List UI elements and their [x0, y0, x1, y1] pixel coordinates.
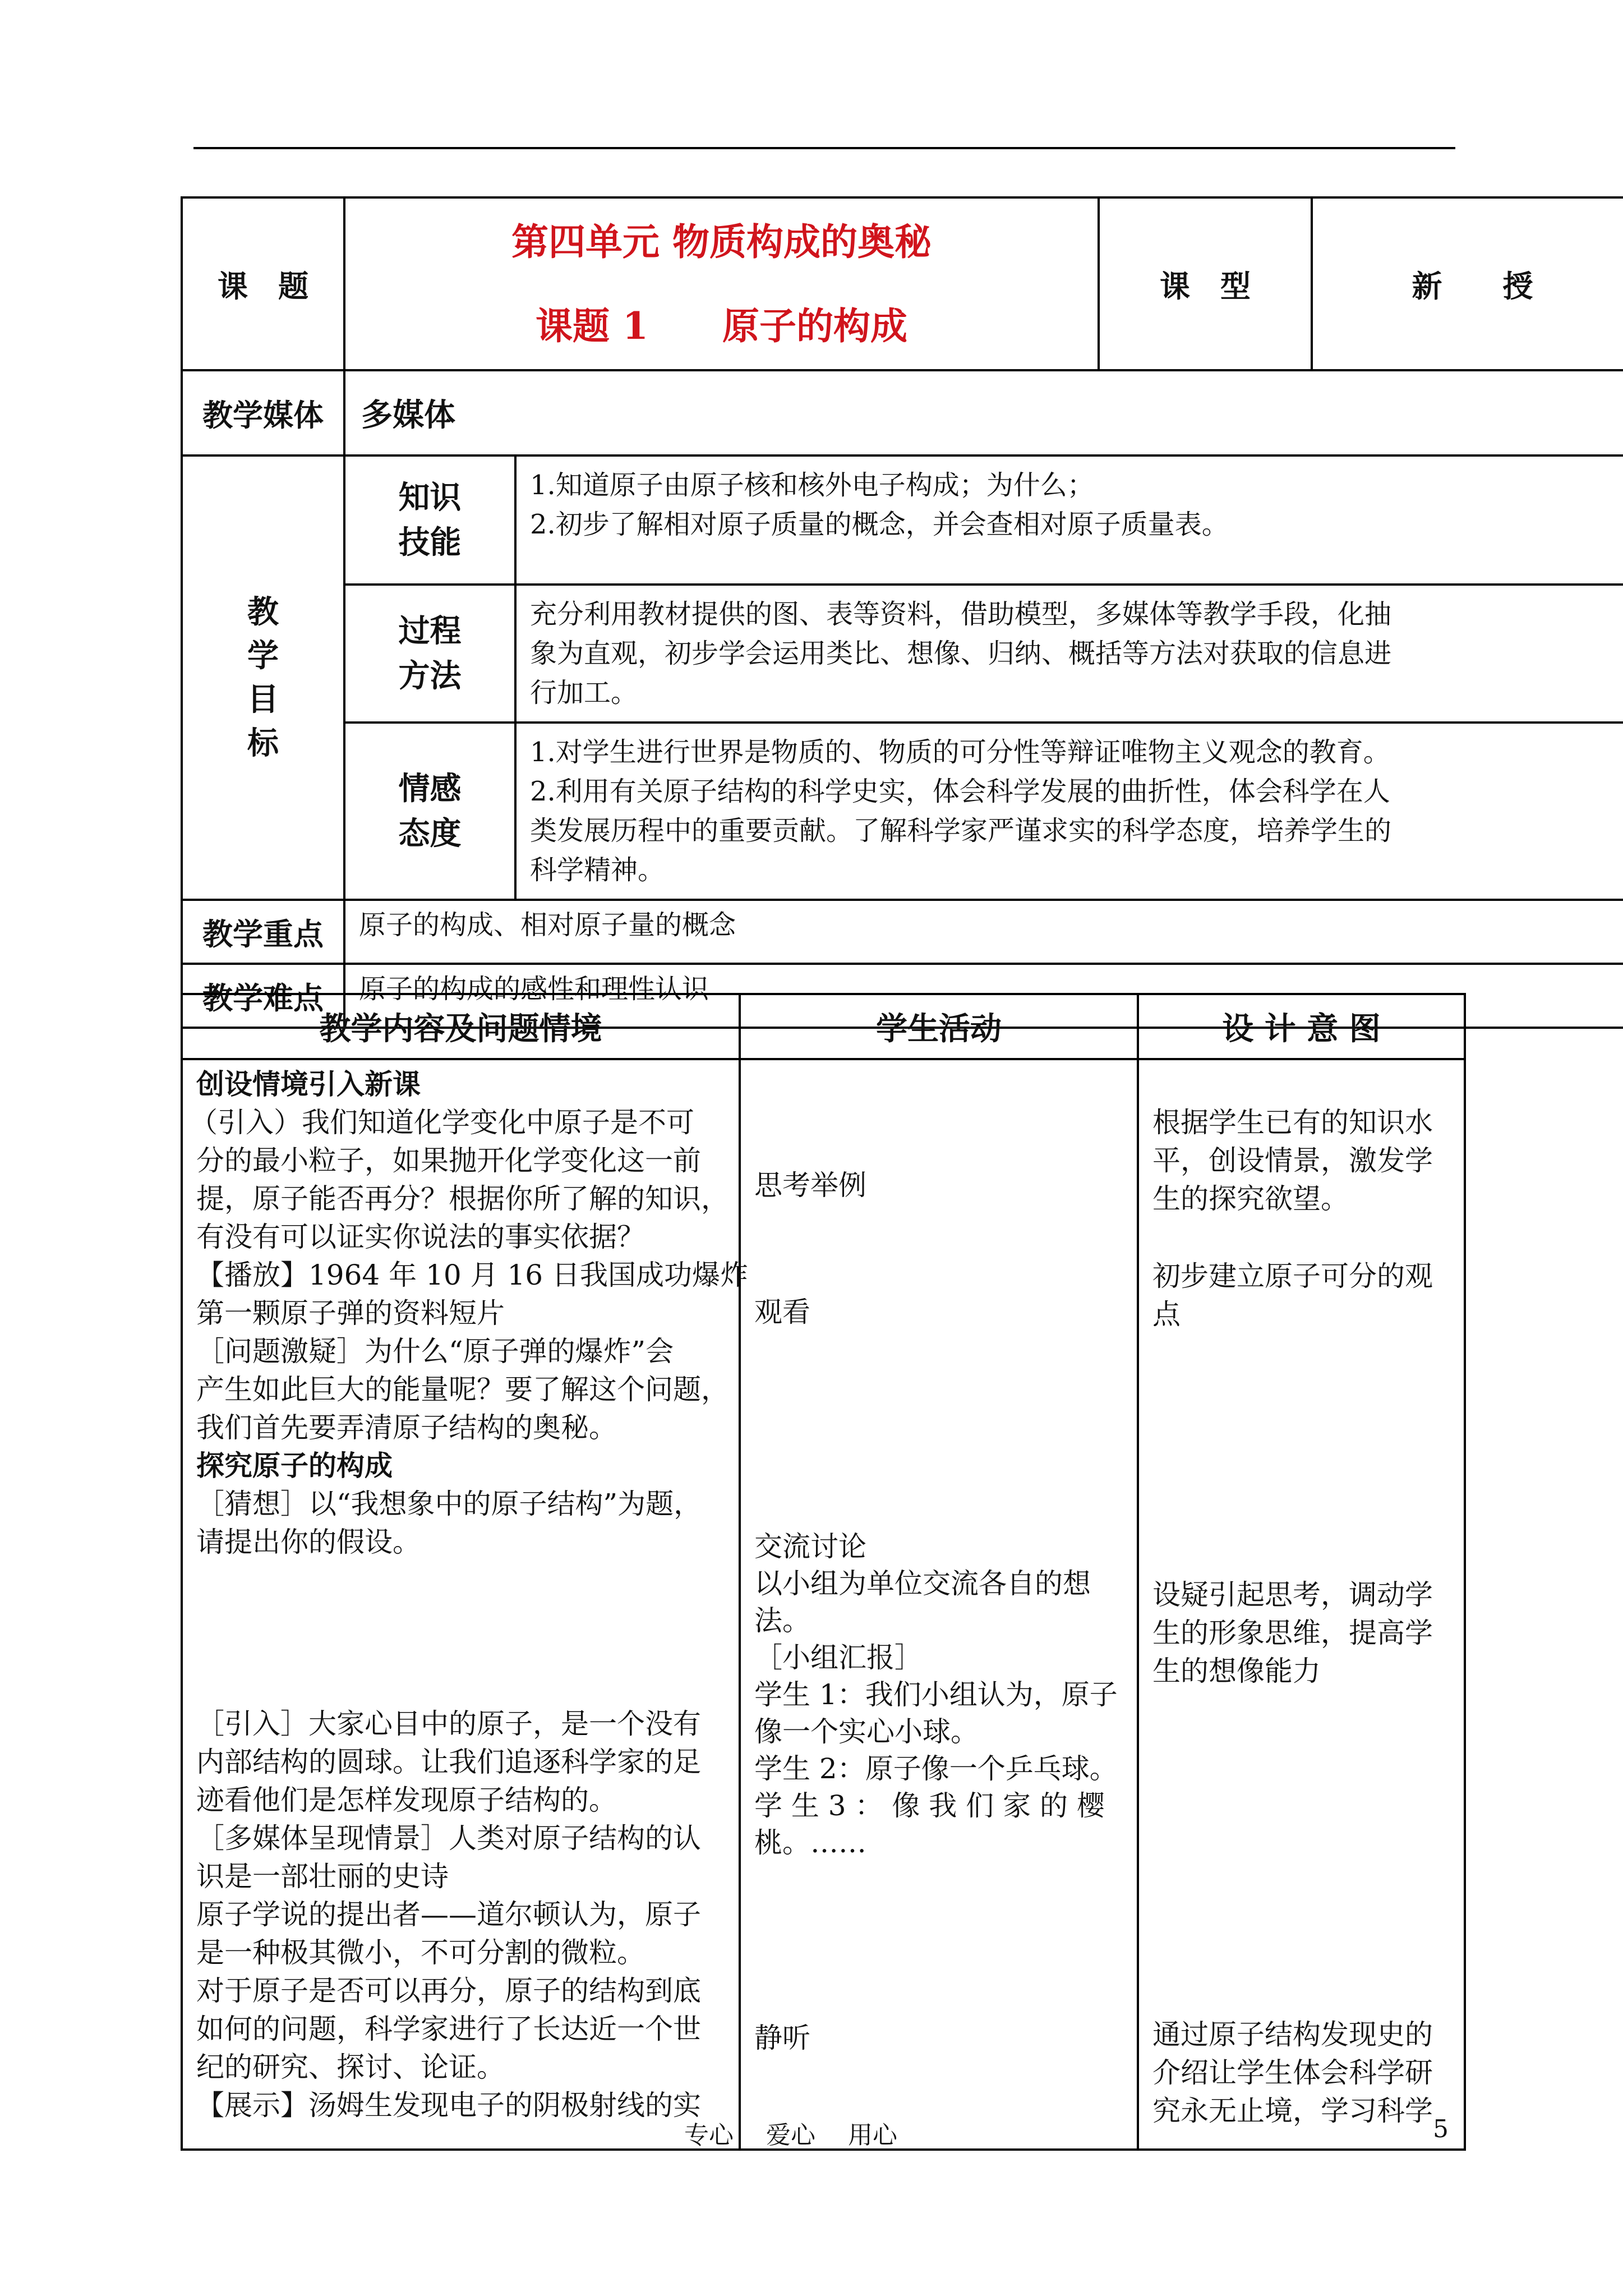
header-rule: [193, 147, 1455, 149]
intent-line: 生的形象思维，提高学: [1152, 1617, 1433, 1649]
emotion-label: 情感 态度: [344, 723, 515, 900]
content-line: 创设情境引入新课: [196, 1068, 421, 1101]
content-line: 迹看他们是怎样发现原子结构的。: [196, 1784, 617, 1816]
difficulty-label: 教学难点: [182, 964, 344, 1028]
activity-line: 以小组为单位交流各自的想: [754, 1567, 1091, 1600]
knowledge-label: 知识 技能: [344, 455, 515, 585]
activity-header: 学生活动: [740, 994, 1138, 1059]
type-label: 课 型: [1099, 197, 1312, 370]
content-line: ［猜想］以“我想象中的原子结构”为题，: [196, 1488, 702, 1520]
content-line: 原子学说的提出者——道尔顿认为，原子: [196, 1898, 701, 1931]
content-line: ［引入］大家心目中的原子，是一个没有: [196, 1708, 701, 1740]
content-line: 第一颗原子弹的资料短片: [196, 1297, 505, 1329]
content-line: ［多媒体呈现情景］人类对原子结构的认: [196, 1822, 701, 1855]
emotion-text: 1.对学生进行世界是物质的、物质的可分性等辩证唯物主义观念的教育。 2.利用有关原子结构的科学史实，体会科学发展的曲折性，体会科学在人 类发展历程中的重要贡献。了解科学家严谨求实的科学态度，培养学生的 科学精神。: [515, 723, 1623, 900]
activity-line: 思考举例: [754, 1169, 866, 1202]
unit-title: 第四单元 物质构成的奥秘: [511, 220, 932, 264]
lesson-title: 课题 1 原子的构成: [536, 304, 907, 348]
lesson-info-table: [181, 196, 1623, 1029]
content-line: 产生如此巨大的能量呢？要了解这个问题，: [196, 1373, 729, 1406]
activity-line: 交流讨论: [754, 1530, 866, 1563]
lesson-title-cell: [344, 197, 1099, 370]
activity-line: 法。: [754, 1604, 810, 1637]
intent-line: 生的想像能力: [1152, 1655, 1321, 1687]
activity-line: 学 生 3 ： 像 我 们 家 的 樱: [754, 1789, 1105, 1822]
difficulty-value: 原子的构成的感性和理性认识: [344, 964, 1623, 1028]
content-line: 【播放】1964 年 10 月 16 日我国成功爆炸: [196, 1259, 748, 1291]
intent-line: 设疑引起思考，调动学: [1152, 1579, 1433, 1611]
content-line: 有没有可以证实你说法的事实依据？: [196, 1221, 645, 1253]
content-line: ［问题激疑］为什么“原子弹的爆炸”会: [196, 1335, 674, 1368]
activity-column: [740, 1059, 1138, 2150]
key-point-value: 原子的构成、相对原子量的概念: [344, 900, 1623, 964]
intent-line: 根据学生已有的知识水: [1152, 1106, 1433, 1139]
goals-label: 教 学 目 标: [182, 455, 344, 900]
intent-line: 介绍让学生体会科学研: [1152, 2056, 1433, 2089]
content-line: 提，原子能否再分？根据你所了解的知识，: [196, 1182, 729, 1215]
knowledge-text: 1.知道原子由原子核和核外电子构成；为什么； 2.初步了解相对原子质量的概念，并会查相对原子质量表。: [515, 455, 1623, 585]
activity-line: 静听: [754, 2022, 810, 2054]
lesson-process-table: [181, 993, 1466, 2151]
intent-line: 平，创设情景，激发学: [1152, 1144, 1433, 1177]
activity-line: 像一个实心小球。: [754, 1715, 979, 1748]
intent-line: 生的探究欲望。: [1152, 1182, 1349, 1215]
content-column: [182, 1059, 748, 2150]
footer-motto: 专心 爱心 用心: [684, 2121, 897, 2150]
content-line: 如何的问题，科学家进行了长达近一个世: [196, 2013, 701, 2045]
activity-line: 桃。……: [754, 1826, 866, 1859]
content-line: 请提出你的假设。: [196, 1526, 421, 1558]
content-header: 教学内容及问题情境: [182, 994, 740, 1059]
intent-column: [1138, 1059, 1465, 2150]
content-line: 我们首先要弄清原子结构的奥秘。: [196, 1411, 617, 1444]
content-line: （引入）我们知道化学变化中原子是不可: [190, 1106, 694, 1139]
process-text: 充分利用教材提供的图、表等资料，借助模型，多媒体等教学手段，化抽 象为直观，初步学会运用类比、想像、归纳、概括等方法对获取的信息进 行加工。: [515, 585, 1623, 723]
content-line: 对于原子是否可以再分，原子的结构到底: [196, 1975, 701, 2007]
intent-header: 设 计 意 图: [1138, 994, 1465, 1059]
media-label: 教学媒体: [182, 370, 344, 455]
content-line: 【展示】汤姆生发现电子的阴极射线的实: [196, 2089, 701, 2122]
content-line: 探究原子的构成: [196, 1449, 393, 1482]
process-label: 过程 方法: [344, 585, 515, 723]
intent-line: 通过原子结构发现史的: [1152, 2018, 1433, 2051]
intent-line: 点: [1152, 1298, 1181, 1331]
content-line: 纪的研究、探讨、论证。: [196, 2051, 505, 2083]
activity-line: 学生 1：我们小组认为，原子: [754, 1678, 1118, 1711]
activity-line: 观看: [754, 1296, 810, 1328]
intent-line: 究永无止境，学习科学: [1152, 2095, 1433, 2127]
key-point-label: 教学重点: [182, 900, 344, 964]
activity-line: ［小组汇报］: [754, 1641, 923, 1674]
topic-label: 课 题: [182, 197, 344, 370]
content-line: 识是一部壮丽的史诗: [196, 1860, 449, 1893]
content-line: 内部结构的圆球。让我们追逐科学家的足: [196, 1746, 701, 1778]
content-line: 是一种极其微小，不可分割的微粒。: [196, 1936, 645, 1969]
media-value: 多媒体: [344, 370, 1623, 455]
content-line: 分的最小粒子，如果抛开化学变化这一前: [196, 1144, 701, 1177]
intent-line: 初步建立原子可分的观: [1152, 1260, 1433, 1292]
type-value: 新 授: [1312, 197, 1623, 370]
activity-line: 学生 2：原子像一个乒乓球。: [754, 1752, 1118, 1785]
page-number: 5: [1433, 2115, 1449, 2143]
